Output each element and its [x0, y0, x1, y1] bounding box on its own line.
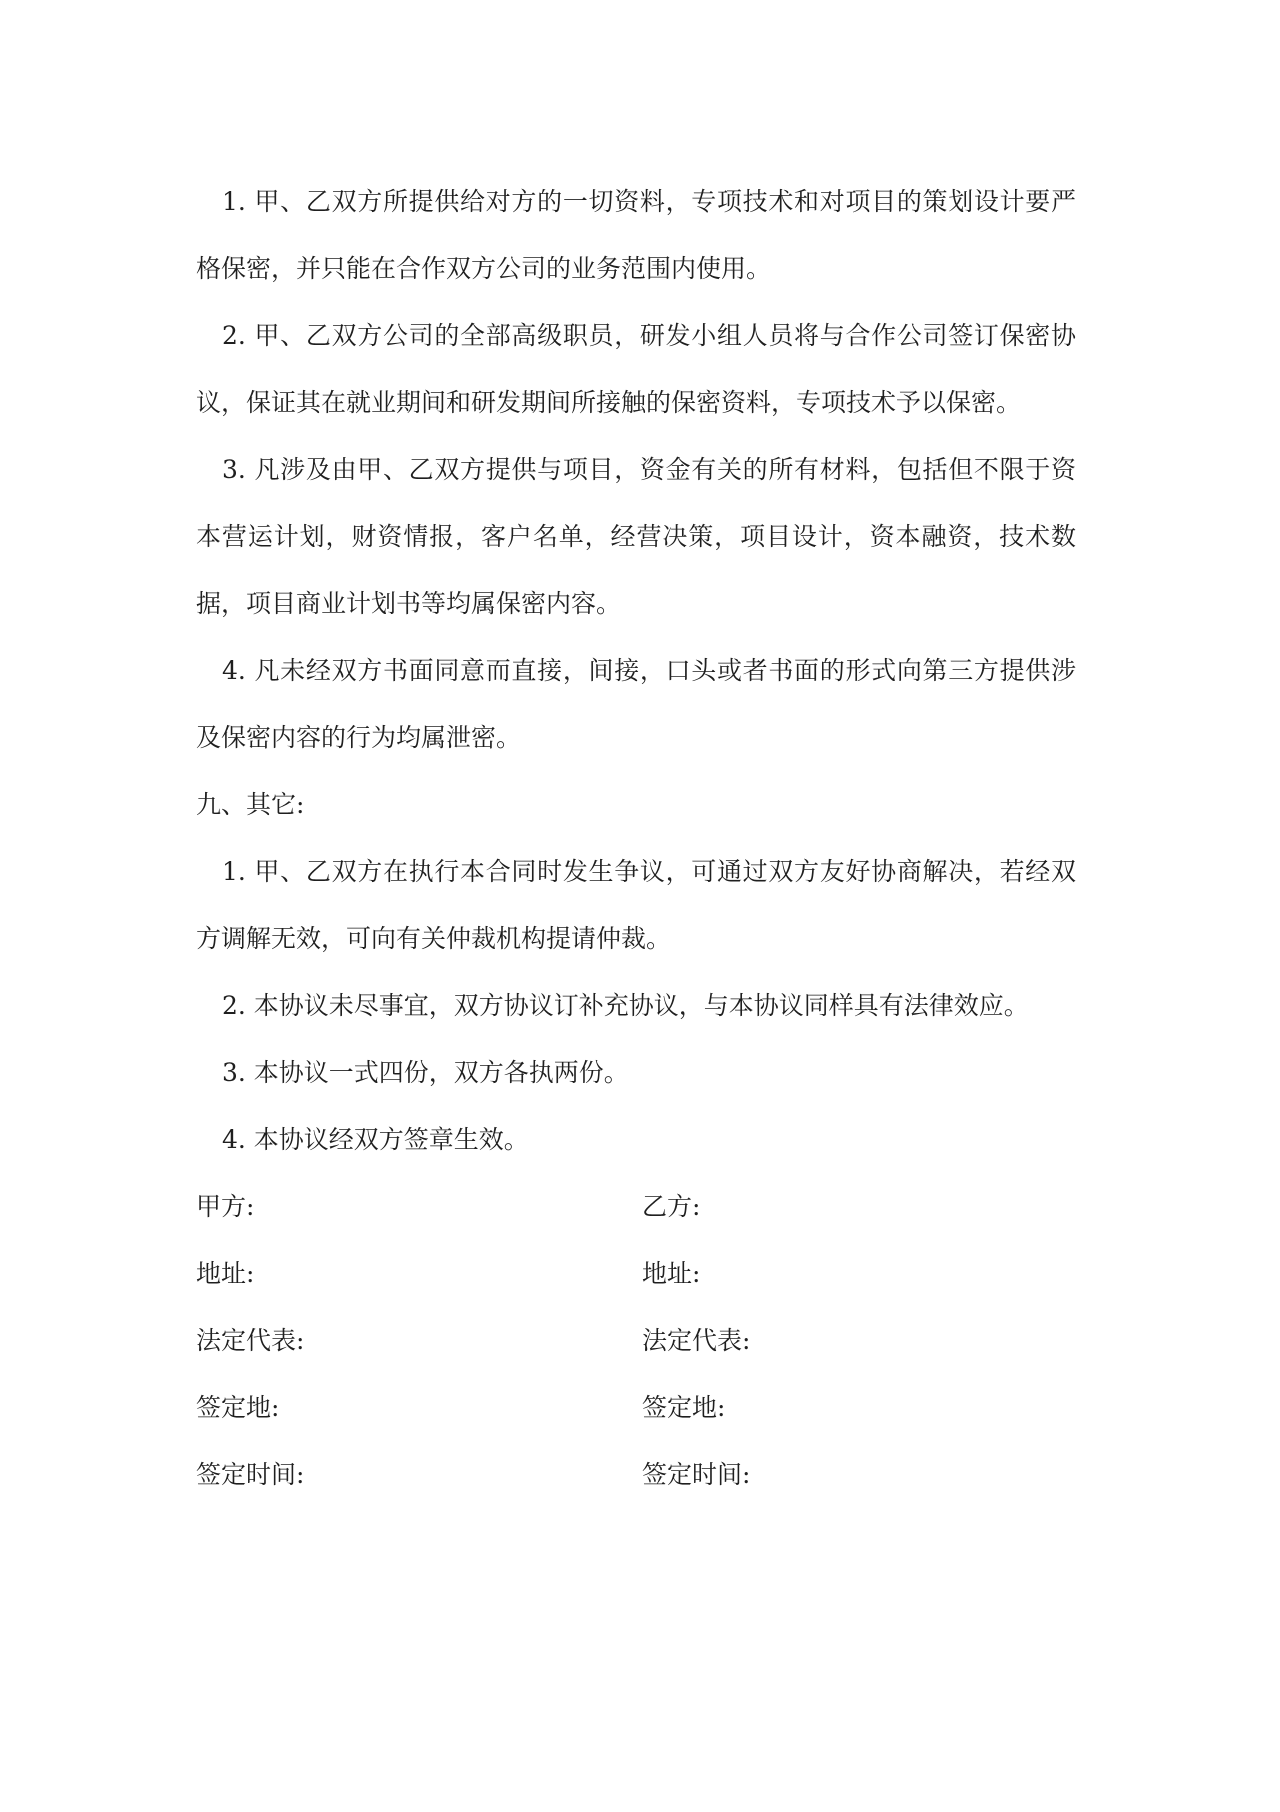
clause-9-2: 2. 本协议未尽事宜，双方协议订补充协议，与本协议同样具有法律效应。: [222, 991, 1029, 1020]
party-a-place-label: 签定地:: [196, 1393, 280, 1422]
party-b-place-label: 签定地:: [642, 1393, 726, 1422]
document-page: [196, 168, 1076, 1508]
party-a-representative-label: 法定代表:: [196, 1326, 305, 1355]
party-b-representative-label: 法定代表:: [642, 1326, 751, 1355]
section-9-heading: 九、其它:: [196, 790, 305, 819]
signature-row-address: [196, 1240, 1076, 1307]
party-b-date-label: 签定时间:: [642, 1460, 751, 1489]
signature-row-representative: [196, 1307, 1076, 1374]
clause-9-1: 1. 甲、乙双方在执行本合同时发生争议，可通过双方友好协商解决，若经双方调解无效，可向有关仲裁机构提请仲裁。: [196, 857, 1076, 953]
party-b-address-label: 地址:: [642, 1259, 701, 1288]
signature-row-place: [196, 1374, 1076, 1441]
clause-8-2: 2. 甲、乙双方公司的全部高级职员，研发小组人员将与合作公司签订保密协议，保证其在就业期间和研发期间所接触的保密资料，专项技术予以保密。: [196, 321, 1076, 417]
clause-9-4: 4. 本协议经双方签章生效。: [222, 1125, 529, 1154]
party-a-date-label: 签定时间:: [196, 1460, 305, 1489]
signature-block: [196, 1173, 1076, 1508]
signature-row-party: [196, 1173, 1076, 1240]
clause-8-1: 1. 甲、乙双方所提供给对方的一切资料，专项技术和对项目的策划设计要严格保密，并只能在合作双方公司的业务范围内使用。: [196, 187, 1076, 283]
signature-row-date: [196, 1441, 1076, 1508]
party-b-label: 乙方:: [642, 1192, 701, 1221]
clause-9-3: 3. 本协议一式四份，双方各执两份。: [222, 1058, 629, 1087]
clause-8-4: 4. 凡未经双方书面同意而直接，间接，口头或者书面的形式向第三方提供涉及保密内容的行为均属泄密。: [196, 656, 1076, 752]
clause-8-3: 3. 凡涉及由甲、乙双方提供与项目，资金有关的所有材料，包括但不限于资本营运计划，财资情报，客户名单，经营决策，项目设计，资本融资，技术数据，项目商业计划书等均属保密内容。: [196, 455, 1076, 618]
party-a-label: 甲方:: [196, 1192, 255, 1221]
party-a-address-label: 地址:: [196, 1259, 255, 1288]
